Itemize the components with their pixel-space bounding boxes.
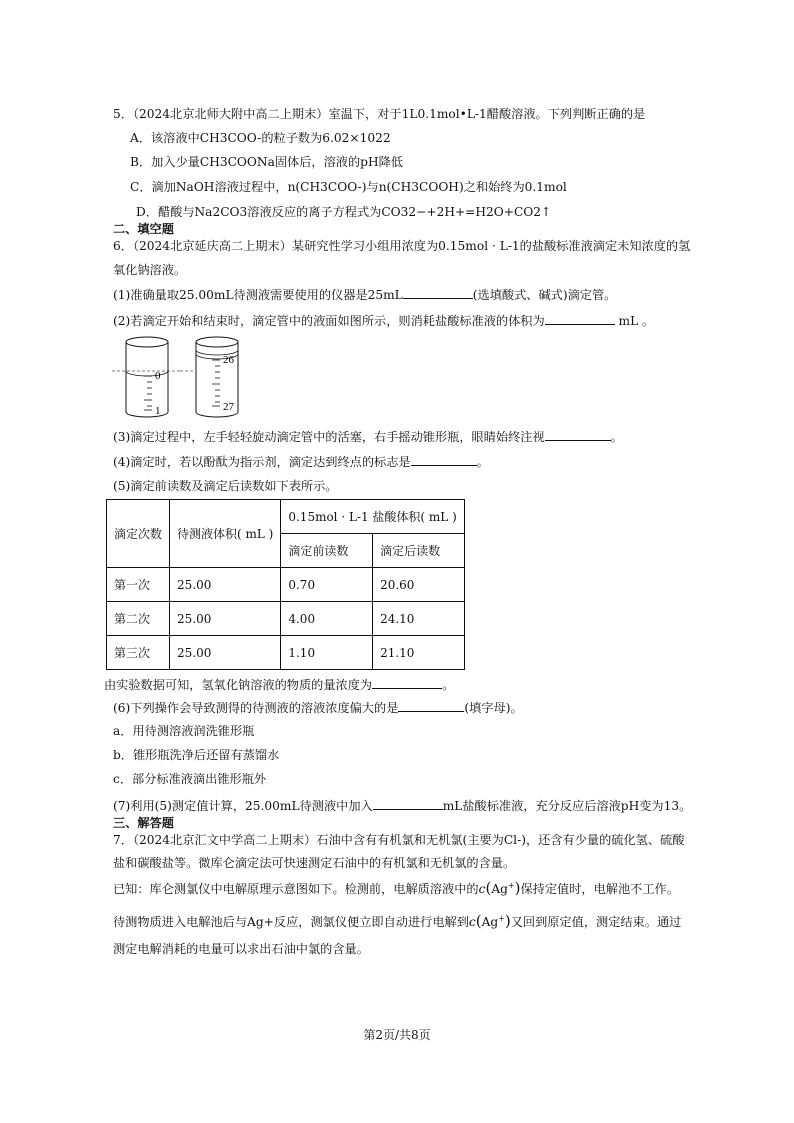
q6-part7: (7)利用(5)测定值计算，25.00mL待测液中加入 mL盐酸标准液，充分反应后溶液pH变为13。 [113, 799, 692, 813]
row-label: 第三次 [107, 636, 170, 670]
q6-part5: (5)滴定前读数及滴定后读数如下表所示。 [113, 479, 338, 493]
section-answer-heading: 三、解答题 [113, 816, 174, 830]
header-titration-count: 滴定次数 [107, 500, 170, 568]
q5-option-c: C．滴加NaOH溶液过程中，n(CH3COO-)与n(CH3COOH)之和始终为0.1mol [130, 180, 567, 194]
cell-before: 0.70 [281, 568, 373, 602]
q6-part2: (2)若滴定开始和结束时，滴定管中的液面如图所示，则消耗盐酸标准液的体积为 mL 。 [113, 314, 655, 328]
q7-line2: 盐和碳酸盐等。微库仑滴定法可快速测定石油中的有机氯和无机氯的含量。 [113, 856, 516, 870]
q6-part4: (4)滴定时，若以酚酞为指示剂，滴定达到终点的标志是 。 [113, 455, 489, 469]
q6-stem-line2: 氧化钠溶液。 [113, 263, 187, 277]
q7-line4: 待测物质进入电解池后与Ag+反应，测氯仪便立即自动进行电解到c(Ag+)又回到原定值，测定结束。通过 [113, 912, 682, 930]
answer-blank[interactable] [372, 676, 442, 689]
table-header-row [107, 500, 465, 534]
answer-blank[interactable] [545, 312, 615, 325]
answer-blank[interactable] [545, 428, 611, 441]
cell-volume: 25.00 [170, 636, 281, 670]
burette-start-top-label: 0 [155, 370, 161, 382]
row-label: 第一次 [107, 568, 170, 602]
q5-stem: 5．（2024北京北师大附中高二上期末）室温下，对于1L0.1mol•L-1醋酸溶液。下列判断正确的是 [113, 107, 646, 121]
burette-start [112, 337, 180, 417]
answer-blank[interactable] [403, 286, 473, 299]
cell-volume: 25.00 [170, 602, 281, 636]
section-fill-blank-heading: 二、填空题 [113, 222, 174, 236]
cell-after: 21.10 [373, 636, 465, 670]
table-row [107, 602, 465, 636]
cell-volume: 25.00 [170, 568, 281, 602]
q6-part6-option-c: c．部分标准液滴出锥形瓶外 [113, 772, 267, 786]
header-before-reading: 滴定前读数 [281, 534, 373, 568]
q6-part6-option-b: b．锥形瓶洗净后还留有蒸馏水 [113, 748, 280, 762]
cell-after: 20.60 [373, 568, 465, 602]
answer-blank[interactable] [373, 797, 443, 810]
burette-figure [112, 334, 242, 420]
titration-data-table [106, 499, 465, 670]
q6-part1: (1)准确量取25.00mL待测液需要使用的仪器是25mL (选填酸式、碱式)滴定管。 [113, 288, 617, 302]
answer-blank[interactable] [411, 453, 477, 466]
q6-part5-result: 由实验数据可知，氢氧化钠溶液的物质的量浓度为 。 [104, 678, 455, 692]
q7-line3: 已知：库仑测氯仪中电解原理示意图如下。检测前，电解质溶液中的c(Ag+)保持定值时，电解池不工作。 [113, 879, 679, 897]
header-hcl-volume: 0.15mol · L-1 盐酸体积( mL ) [281, 500, 464, 534]
burette-end-top-label: 26 [223, 354, 234, 366]
burette-start-bottom-label: 1 [155, 405, 161, 417]
answer-blank[interactable] [398, 699, 464, 712]
silver-ion-concentration: c(Ag+) [478, 879, 521, 897]
q5-option-b: B．加入少量CH3COONa固体后，溶液的pH降低 [130, 155, 403, 169]
silver-ion-concentration: c(Ag+) [468, 912, 511, 930]
header-after-reading: 滴定后读数 [373, 534, 465, 568]
q7-line5: 测定电解消耗的电量可以求出石油中氯的含量。 [113, 942, 369, 956]
q6-stem-line1: 6．（2024北京延庆高二上期末）某研究性学习小组用浓度为0.15mol · L-1的盐酸标准液滴定未知浓度的氢 [113, 239, 691, 253]
q6-part3: (3)滴定过程中，左手轻轻旋动滴定管中的活塞，右手摇动锥形瓶，眼睛始终注视 。 [113, 430, 623, 444]
table-row [107, 636, 465, 670]
cell-before: 1.10 [281, 636, 373, 670]
header-sample-volume: 待测液体积( mL ) [170, 500, 281, 568]
burette-end-bottom-label: 27 [223, 401, 234, 413]
q6-part6-option-a: a．用待测溶液润洗锥形瓶 [113, 724, 255, 738]
burette-end [180, 337, 238, 417]
row-label: 第二次 [107, 602, 170, 636]
cell-before: 4.00 [281, 602, 373, 636]
q5-option-d: D．醋酸与Na2CO3溶液反应的离子方程式为CO32−+2H+=H2O+CO2↑ [136, 205, 552, 219]
q5-option-a: A．该溶液中CH3COO-的粒子数为6.02×1022 [130, 131, 391, 145]
q6-part6: (6)下列操作会导致测得的待测液的溶液浓度偏大的是 (填字母)。 [113, 701, 523, 715]
page-footer: 第2页/共8页 [363, 1028, 431, 1042]
cell-after: 24.10 [373, 602, 465, 636]
table-row [107, 568, 465, 602]
q7-line1: 7．（2024北京汇文中学高二上期末）石油中含有有机氯和无机氯(主要为Cl-)，还含有少量的硫化氢、硫酸 [113, 833, 685, 847]
